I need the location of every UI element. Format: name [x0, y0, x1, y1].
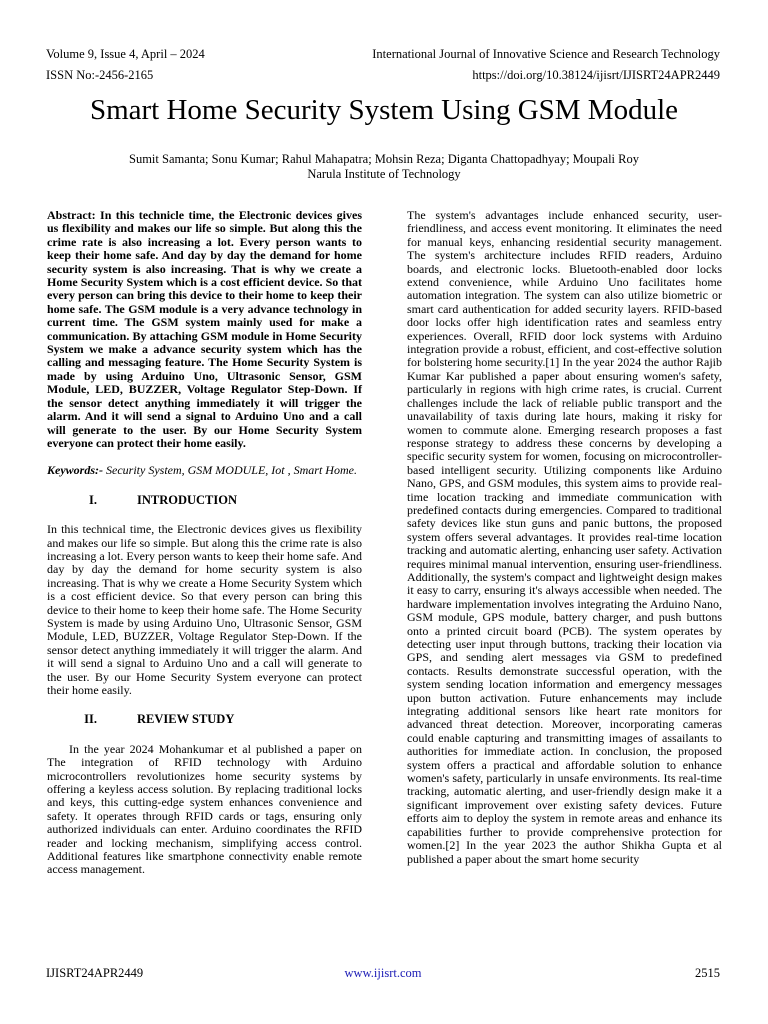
section-heading-review-study — [47, 713, 362, 726]
introduction-text: In this technical time, the Electronic devices gives us flexibility and makes our life so simple. But along this the crime rate is also increasing a lot. Every person wants to keep their home safe. And day by day the demand for home security system is also increasing. That is why we create a Home Security System which is a cost efficient device. So that every person can bring this device to their home to keep their home safe. The Home Security System is made by using Arduino Uno, Ultrasonic Sensor, GSM Module, LED, BUZZER, Voltage Regulator Step-Down. If the sensor detect anything immediately it will trigger the alarm. And it will send a signal to Arduino Uno and a call will generate to the user. By our Home Security System everyone can protect their home easily. — [47, 522, 362, 697]
section-title: INTRODUCTION — [137, 492, 238, 507]
paper-title: Smart Home Security System Using GSM Module — [89, 94, 679, 126]
section-title: REVIEW STUDY — [137, 712, 235, 727]
right-column — [407, 209, 722, 866]
keywords-label: Keywords:- — [47, 463, 103, 478]
page-number: 2515 — [695, 966, 720, 980]
review-study-text: In the year 2024 Mohankumar et al published a paper on The integration of RFID technology with Arduino microcontrollers revolutionizes home security systems by offering a keyless access solution. By replacing traditional locks and keys, this cutting-edge system enhances convenience and safety. It operates through RFID cards or tags, ensuring only authorized individuals can enter. Arduino coordinates the RFID reader and locking mechanism, simplifying access control. Additional features like smartphone connectivity enable remote access management. — [47, 741, 362, 877]
issn: ISSN No:-2456-2165 — [46, 68, 154, 82]
affiliation: Narula Institute of Technology — [307, 167, 461, 181]
footer-paper-id: IJISRT24APR2449 — [46, 966, 144, 980]
doi-link[interactable]: https://doi.org/10.38124/ijisrt/IJISRT24APR2449 — [472, 68, 720, 82]
author-block — [0, 152, 768, 182]
footer-website-link[interactable]: www.ijisrt.com — [344, 966, 422, 980]
left-column — [47, 209, 362, 877]
abstract: Abstract: In this technicle time, the Electronic devices gives us flexibility and makes our life so simple. But along this the crime rate is also increasing a lot. Every person wants to keep their home safe. And day by day the demand for home security system is also increasing. That is why we create a Home Security System which is a cost efficient device. So that every person can bring this device to their home to keep their home safe. The GSM module is a very advance technology in current time. The GSM system mainly used for make a communication. By attaching GSM module in Home Security System we make a advance security system which has the calling and messaging feature. The Home Security System is made by using Arduino Uno, Ultrasonic Sensor, GSM Module, LED, BUZZER, Voltage Regulator Step-Down. If the sensor detect anything immediately it will trigger the alarm. And it will send a signal to Arduino Uno and a call will generate to the user. By our Home Security System everyone can protect their home easily. — [47, 208, 362, 450]
author-list: Sumit Samanta; Sonu Kumar; Rahul Mahapatra; Mohsin Reza; Diganta Chattopadhyay; Moupali Roy — [129, 152, 639, 166]
section-heading-introduction — [47, 494, 362, 507]
journal-name: International Journal of Innovative Science and Research Technology — [372, 47, 720, 61]
keywords-text: Security System, GSM MODULE, Iot , Smart Home. — [106, 463, 357, 478]
keywords — [47, 464, 362, 477]
section-number: II. — [84, 712, 97, 727]
section-number: I. — [89, 492, 97, 507]
header-left — [46, 44, 205, 86]
right-column-text: The system's advantages include enhanced security, user-friendliness, and access event monitoring. It eliminates the need for manual keys, enhancing residential security management. The system's architecture includes RFID readers, Arduino boards, and electronic locks. Bluetooth-enabled door locks extend convenience, while Arduino Uno facilitates home automation integration. The system can also utilize biometric or smart card authentication for added security layers. RFID-based door locks offer high identification rates and seamless entry experiences. Overall, RFID door lock systems with Arduino integration provide a robust, efficient, and cost-effective solution for bolstering home security.[1] In the year 2024 the author Rajib Kumar Kar published a paper about ensuring women's safety, particularly in regions with high crime rates, is crucial. Current challenges include the lack of reliable public transport and the unavailability of taxis during late hours, making it risky for women to commute alone. Emerging research proposes a fast response strategy to address these concerns by developing a specific security system for women, focusing on microcontroller-based intelligent security. Utilizing components like Arduino Nano, GPS, and GSM modules, this system aims to provide real-time location tracking and immediate communication with predefined contacts during emergencies. Compared to traditional safety devices like stun guns and panic buttons, the proposed system offers several advantages. It provides real-time location tracking and automatic alerting, enhancing user safety. Activation requires minimal manual intervention, ensuring user-friendliness. Additionally, the system's compact and lightweight design makes it easy to carry, ensuring it's always accessible when needed. The hardware implementation involves integrating the Arduino Nano, GSM module, GPS module, battery charger, and push buttons onto a printed circuit board (PCB). The system operates by detecting user input through buttons, tracking their location via GPS, and sending alert messages via GSM to predefined contacts. Results demonstrate successful operation, with the system sending location information and emergency messages upon button activation. Future enhancements may include integrating additional sensors like heart rate monitors for advanced threat detection. Moreover, incorporating cameras could enable capturing and transmitting images of assailants to authorities for immediate action. In conclusion, the proposed system offers a practical and affordable solution to enhance women's safety, particularly in unsafe environments. Its real-time tracking, automatic alerting, and user-friendly design make it a significant improvement over existing safety devices. Future efforts aim to deploy the system in remote areas and enhance its capabilities further to provide comprehensive protection for women.[2] In the year 2023 the author Shikha Gupta et al published a paper about the smart home security — [407, 208, 722, 866]
volume-issue: Volume 9, Issue 4, April – 2024 — [46, 47, 205, 61]
header-right — [372, 44, 720, 86]
